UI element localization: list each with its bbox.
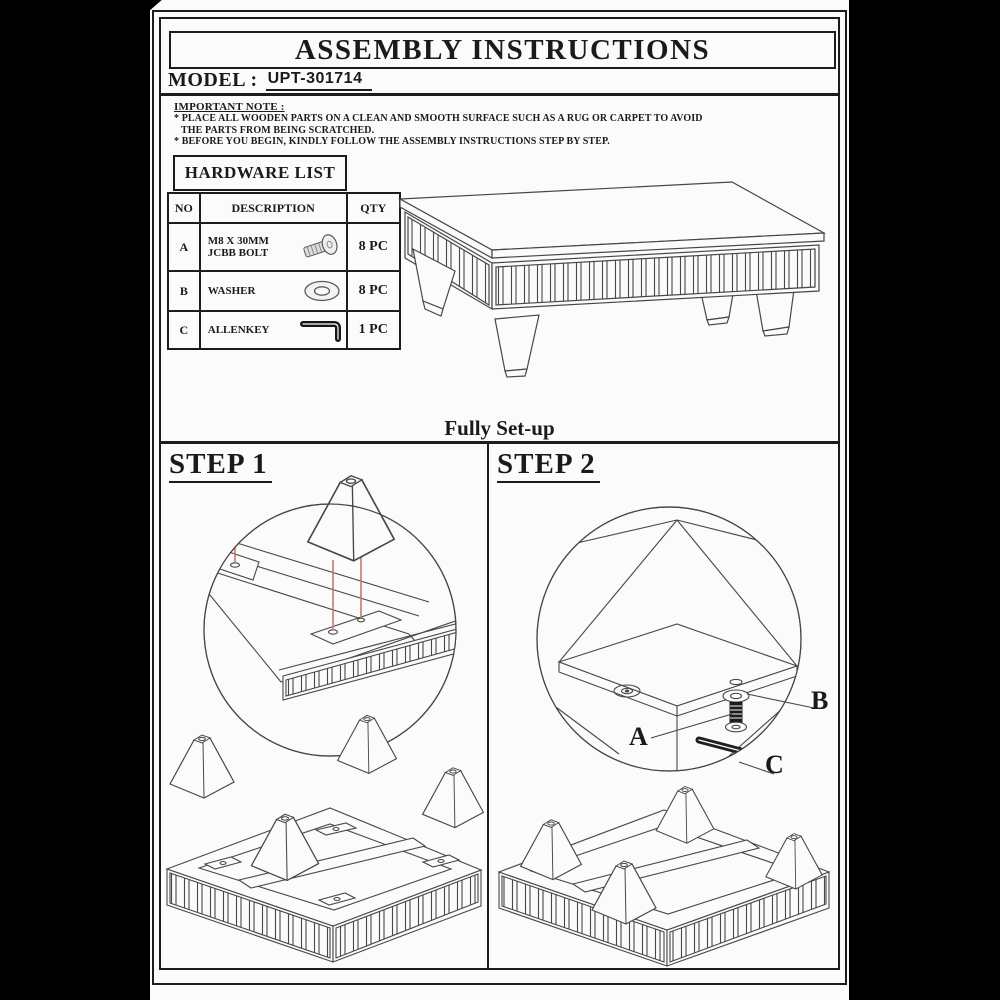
callout-label-a: A xyxy=(629,722,648,751)
note-line: * BEFORE YOU BEGIN, KINDLY FOLLOW THE ASSEMBLY INSTRUCTIONS STEP BY STEP. xyxy=(174,136,610,147)
hardware-list xyxy=(167,155,405,350)
document-title-box xyxy=(169,31,836,69)
fully-setup-caption: Fully Set-up xyxy=(161,416,838,441)
callout-label-c: C xyxy=(765,750,784,779)
step-1-heading: STEP 1 xyxy=(169,448,272,483)
part-description: ALLENKEY xyxy=(207,323,270,336)
model-number: UPT-301714 xyxy=(266,70,373,91)
col-header-no: NO xyxy=(168,193,200,223)
page-inner-frame xyxy=(159,17,840,970)
hardware-list-title: HARDWARE LIST xyxy=(173,155,347,191)
step-2-drawing xyxy=(489,444,837,971)
col-header-qty: QTY xyxy=(347,193,401,223)
step-2-panel xyxy=(489,444,838,968)
note-line: * PLACE ALL WOODEN PARTS ON A CLEAN AND SMOOTH SURFACE SUCH AS A RUG OR CARPET TO AVOID xyxy=(174,113,703,124)
part-letter: A xyxy=(168,223,200,271)
part-qty: 8 PC xyxy=(347,223,401,271)
model-row xyxy=(161,67,838,96)
part-description: WASHER xyxy=(207,284,256,297)
part-qty: 8 PC xyxy=(347,271,401,311)
part-qty: 1 PC xyxy=(347,311,401,349)
model-label: MODEL : xyxy=(168,68,258,91)
document-page xyxy=(150,0,849,1000)
document-title: ASSEMBLY INSTRUCTIONS xyxy=(294,33,711,66)
col-header-description: DESCRIPTION xyxy=(200,193,347,223)
note-heading: IMPORTANT NOTE : xyxy=(174,101,285,113)
step-1-drawing xyxy=(161,444,489,971)
hardware-table xyxy=(167,192,401,350)
part-letter: B xyxy=(168,271,200,311)
hardware-header-row xyxy=(168,193,400,223)
hardware-row-washer xyxy=(168,271,400,311)
note-line: THE PARTS FROM BEING SCRATCHED. xyxy=(181,124,375,136)
part-letter: C xyxy=(168,311,200,349)
bolt-icon xyxy=(300,233,344,261)
callout-label-b: B xyxy=(811,686,829,715)
important-note-block xyxy=(174,101,734,148)
steps-row xyxy=(161,441,838,968)
hardware-row-allenkey xyxy=(168,311,400,349)
allenkey-icon xyxy=(298,317,344,343)
washer-icon xyxy=(300,278,344,304)
part-description: M8 X 30MM JCBB BOLT xyxy=(207,234,269,259)
step-1-panel xyxy=(161,444,489,968)
page-outer-border xyxy=(152,10,847,985)
step-2-heading: STEP 2 xyxy=(497,448,600,483)
assembled-table-drawing xyxy=(397,179,842,384)
hardware-row-bolt xyxy=(168,223,400,271)
